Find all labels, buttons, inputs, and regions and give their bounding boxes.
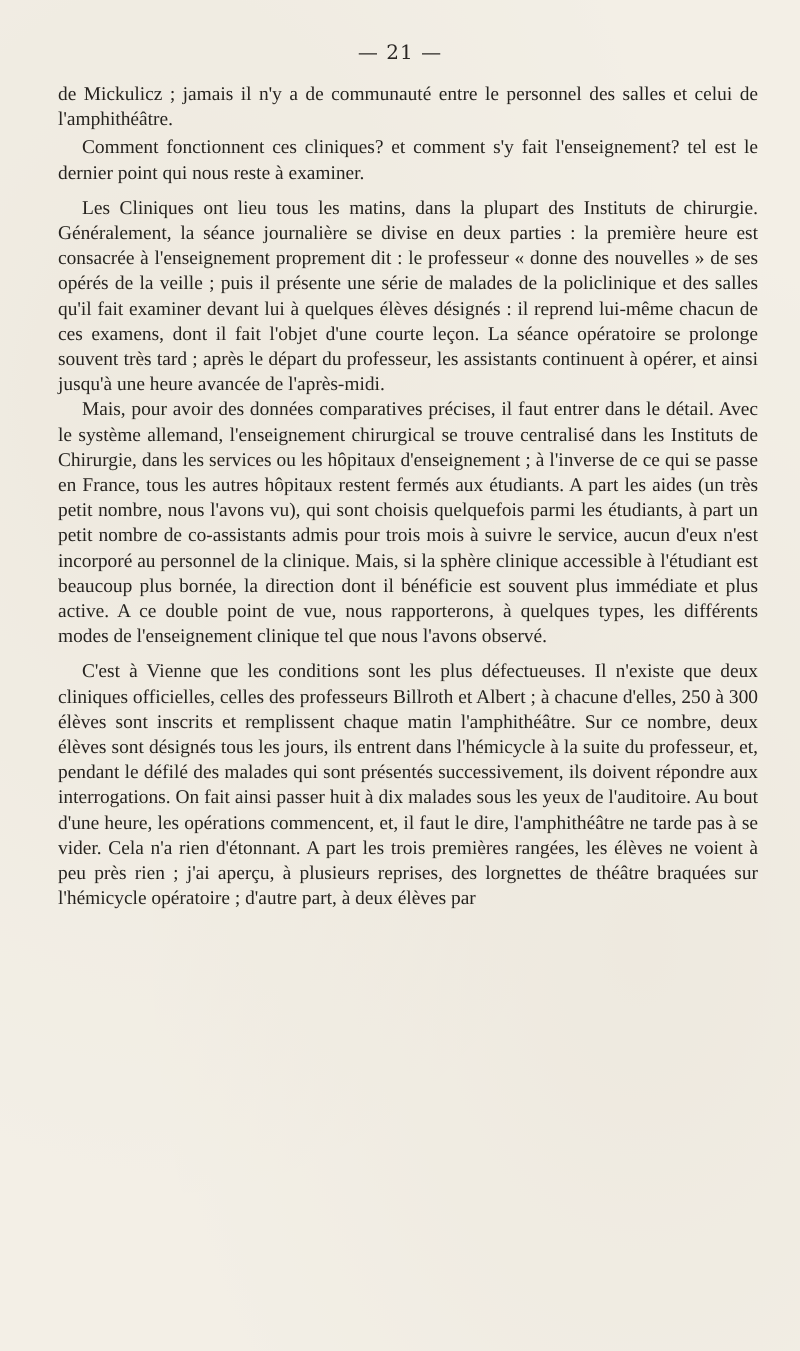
paragraph-4: Mais, pour avoir des données comparatives précises, il faut entrer dans le détail. Avec le système allemand, l'enseignement chirurgical se trouve centralisé dans les Instituts de Chirurgie, dans les services ou les hôpitaux d'enseignement ; à l'inverse de ce qui se passe en France, tous les autres hôpitaux restent fermés aux étudiants. A part les aides (un très petit nombre, nous l'avons vu), qui sont choisis quelquefois parmi les étudiants, à part un petit nombre de co-assistants admis pour trois mois à suivre le service, aucun d'eux n'est incorporé au personnel de la clinique. Mais, si la sphère clinique accessible à l'étudiant est beaucoup plus bornée, la direction dont il bénéficie est souvent plus immédiate et plus active. A ce double point de vue, nous rapporterons, à quelques types, les différents modes de l'enseignement clinique tel que nous l'avons observé. <box>58 399 758 648</box>
paragraph-1: de Mickulicz ; jamais il n'y a de communauté entre le personnel des salles et celui de l'amphithéâtre. <box>58 84 758 131</box>
paragraph-2: Comment fonctionnent ces cliniques? et comment s'y fait l'enseignement? tel est le dernier point qui nous reste à examiner. <box>58 137 758 184</box>
page-number: — 21 — <box>357 40 443 64</box>
paragraph-3: Les Cliniques ont lieu tous les matins, dans la plupart des Instituts de chirurgie. Généralement, la séance journalière se divise en deux parties : la première heure est consacrée à l'enseignement proprement dit : le professeur « donne des nouvelles » de ses opérés de la veille ; puis il présente une série de malades de la policlinique et des salles qu'il fait examiner devant lui à quelques élèves désignés : il reprend lui-même chacun de ces examens, dont il fait l'objet d'une courte leçon. La séance opératoire se prolonge souvent très tard ; après le départ du professeur, les assistants continuent à opérer, et ainsi jusqu'à une heure avancée de l'après-midi. <box>58 197 758 396</box>
text-body <box>58 82 758 912</box>
paragraph-5: C'est à Vienne que les conditions sont les plus défectueuses. Il n'existe que deux cliniques officielles, celles des professeurs Billroth et Albert ; à chacune d'elles, 250 à 300 élèves sont inscrits et remplissent chaque matin l'amphithéâtre. Sur ce nombre, deux élèves sont désignés tous les jours, ils entrent dans l'hémicycle à la suite du professeur, et, pendant le défilé des malades qui sont présentés successivement, ils doivent répondre aux interrogations. On fait ainsi passer huit à dix malades sous les yeux de l'auditoire. Au bout d'une heure, les opérations commencent, et, il faut le dire, l'amphithéâtre ne tarde pas à se vider. Cela n'a rien d'étonnant. A part les trois premières rangées, les élèves ne voient à peu près rien ; j'ai aperçu, à plusieurs reprises, des lorgnettes de théâtre braquées sur l'hémicycle opératoire ; d'autre part, à deux élèves par <box>58 661 758 910</box>
